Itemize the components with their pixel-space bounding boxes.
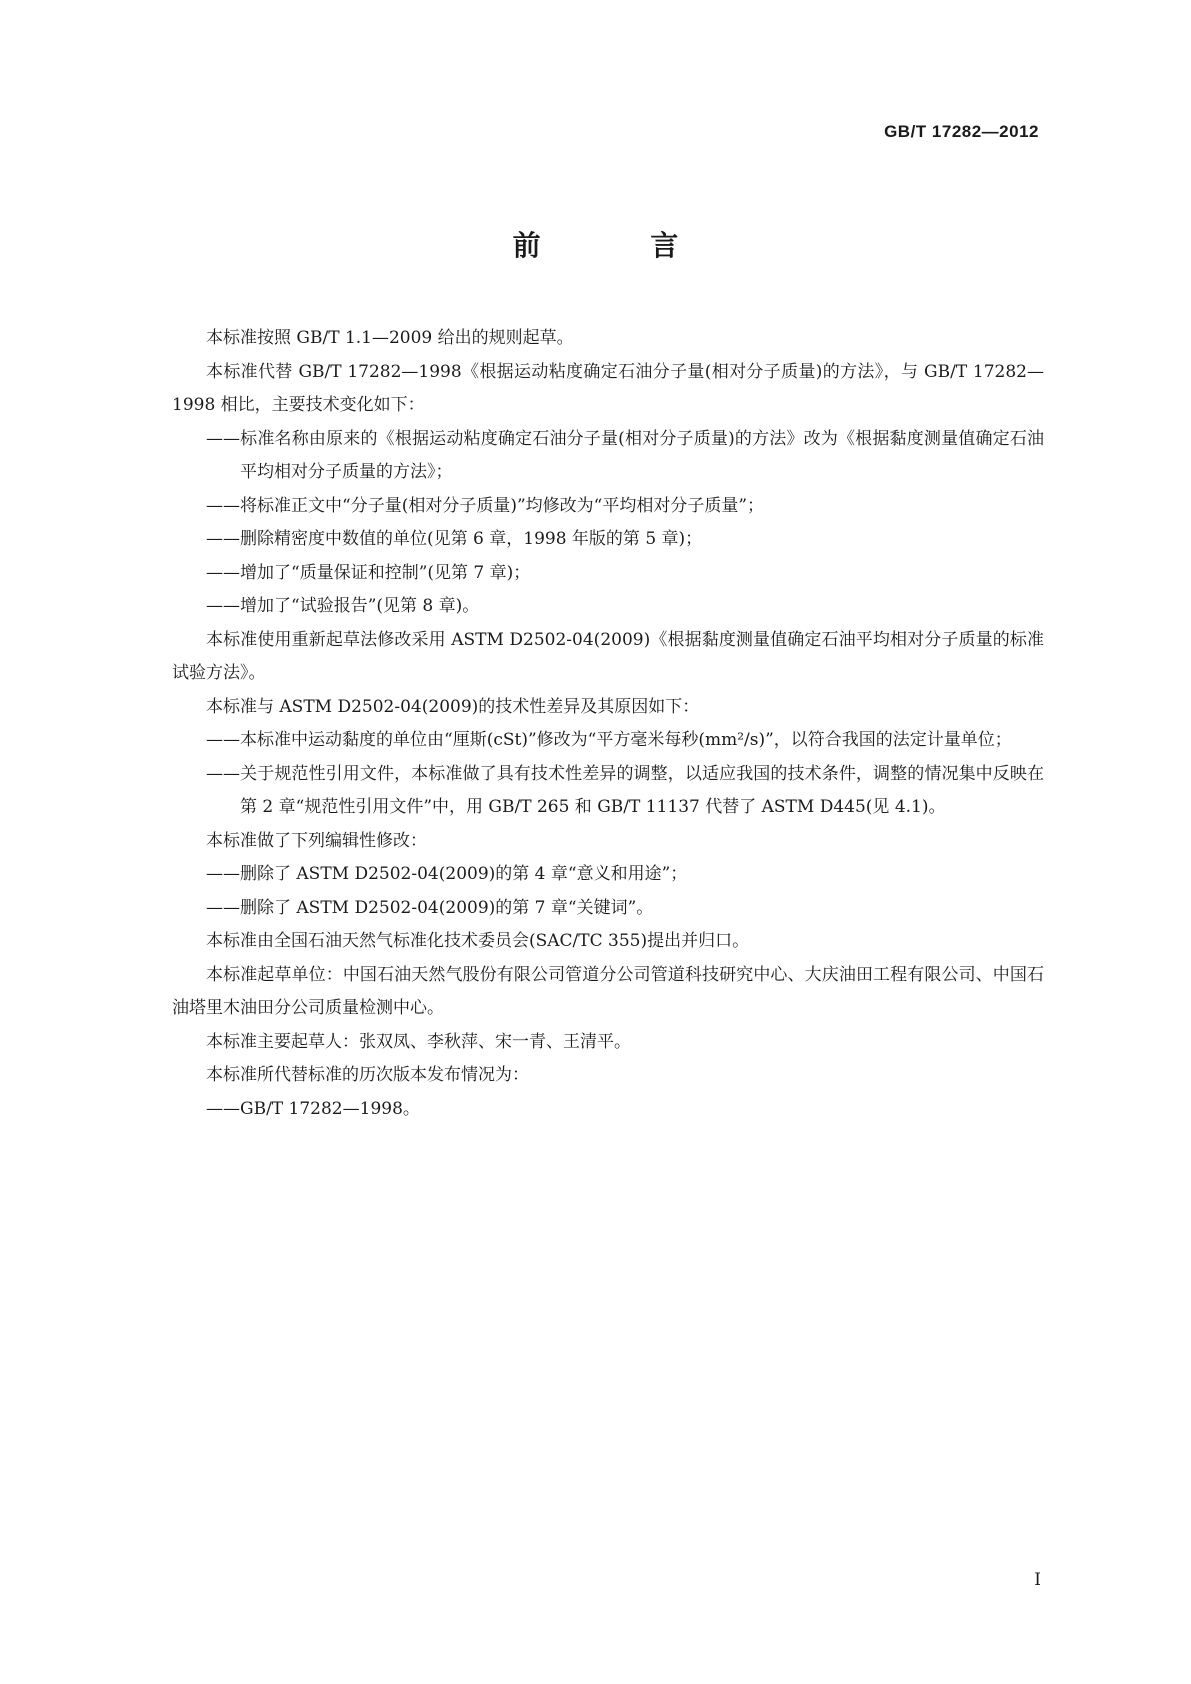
paragraph: 本标准由全国石油天然气标准化技术委员会(SAC/TC 355)提出并归口。 xyxy=(206,931,750,951)
dash-item: ——标准名称由原来的《根据运动粘度确定石油分子量(相对分子质量)的方法》改为《根据黏度测量值确定石油平均相对分子质量的方法》； xyxy=(206,428,1044,482)
page-number: I xyxy=(1034,1570,1041,1590)
paragraph: 本标准使用重新起草法修改采用 ASTM D2502-04(2009)《根据黏度测量值确定石油平均相对分子质量的标准试验方法》。 xyxy=(172,629,1044,683)
paragraph: 本标准与 ASTM D2502-04(2009)的技术性差异及其原因如下： xyxy=(206,696,700,717)
dash-item: ——关于规范性引用文件，本标准做了具有技术性差异的调整，以适应我国的技术条件，调整的情况集中反映在第 2 章“规范性引用文件”中，用 GB/T 265 和 GB/T 11137 代替了 ASTM D445(见 4.1)。 xyxy=(206,763,1044,817)
dash-item: ——本标准中运动黏度的单位由“厘斯(cSt)”修改为“平方毫米每秒(mm²/s)”，以符合我国的法定计量单位； xyxy=(206,730,1012,750)
paragraph: 本标准代替 GB/T 17282—1998《根据运动粘度确定石油分子量(相对分子质量)的方法》，与 GB/T 17282—1998 相比，主要技术变化如下： xyxy=(172,361,1044,415)
dash-item: ——增加了“试验报告”(见第 8 章)。 xyxy=(206,596,480,616)
paragraph: 本标准主要起草人：张双凤、李秋萍、宋一青、王清平。 xyxy=(206,1031,631,1052)
paragraph: 本标准做了下列编辑性修改： xyxy=(206,830,427,851)
dash-item: ——删除精密度中数值的单位(见第 6 章，1998 年版的第 5 章)； xyxy=(206,529,703,549)
paragraph: 本标准按照 GB/T 1.1—2009 给出的规则起草。 xyxy=(206,328,574,348)
dash-item: ——删除了 ASTM D2502-04(2009)的第 4 章“意义和用途”； xyxy=(206,864,688,884)
paragraph: 本标准起草单位：中国石油天然气股份有限公司管道分公司管道科技研究中心、大庆油田工程有限公司、中国石油塔里木油田分公司质量检测中心。 xyxy=(172,964,1044,1018)
dash-item: ——将标准正文中“分子量(相对分子质量)”均修改为“平均相对分子质量”； xyxy=(206,495,765,516)
page-title: 前 言 xyxy=(512,229,729,262)
standard-code: GB/T 17282—2012 xyxy=(884,122,1039,141)
dash-item: ——GB/T 17282—1998。 xyxy=(206,1098,420,1119)
dash-item: ——删除了 ASTM D2502-04(2009)的第 7 章“关键词”。 xyxy=(206,897,654,918)
foreword-body xyxy=(172,322,1044,1126)
dash-item: ——增加了“质量保证和控制”(见第 7 章)； xyxy=(206,562,531,583)
paragraph: 本标准所代替标准的历次版本发布情况为： xyxy=(206,1065,529,1085)
